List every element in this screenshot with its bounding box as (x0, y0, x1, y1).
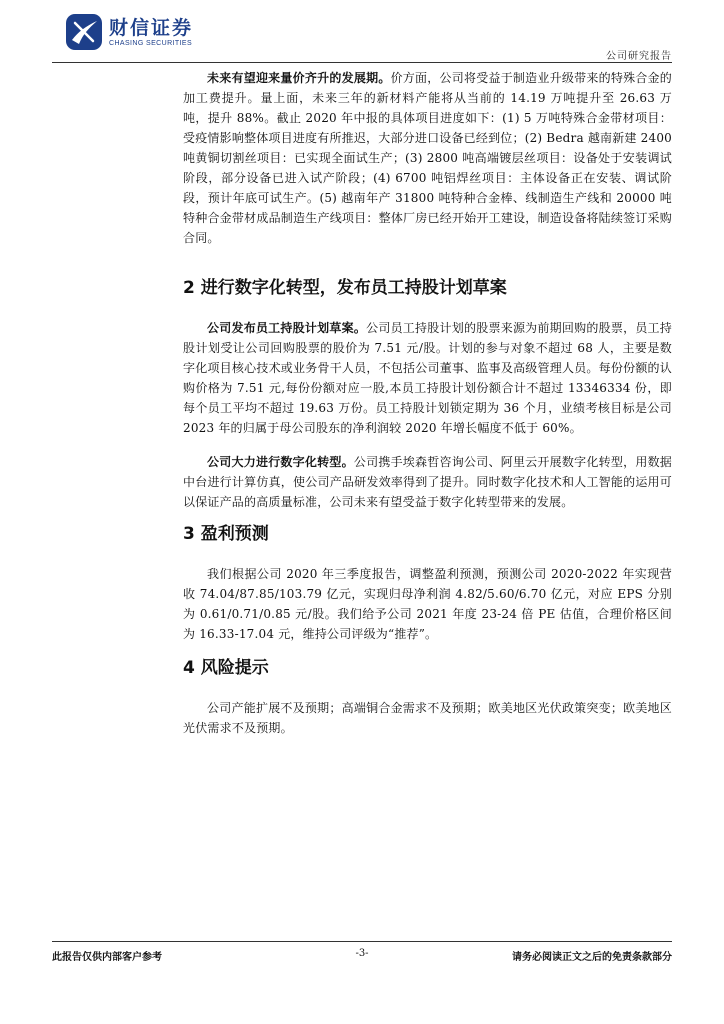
header-divider (52, 62, 672, 63)
section-heading-risk: 4 风险提示 (183, 658, 269, 678)
footer-disclaimer-left: 此报告仅供内部客户参考 (52, 952, 162, 963)
page-number: -3- (355, 948, 369, 959)
footer-divider (52, 941, 672, 942)
paragraph-body: 公司员工持股计划的股票来源为前期回购的股票，员工持股计划受让公司回购股票的股价为 7.51 元/股。计划的参与对象不超过 68 人，主要是数字化项目核心技术或业务骨干人员，不包括公司董事、监事及高级管理人员。每份份额的认购价格为 7.51 元,每份份额对应一股,本员工持股计划份额合计不超过 13346334 份，即每个员工平均不超过 19.63 万份。员工持股计划锁定期为 36 个月，业绩考核目标是公司 2023 年的归属于母公司股东的净利润较 2020 年增长幅度不低于 60%。 (183, 321, 672, 435)
company-logo (66, 14, 193, 50)
chasing-securities-logo-icon (66, 14, 102, 50)
paragraph-body: 价方面，公司将受益于制造业升级带来的特殊合金的加工费提升。量上面，未来三年的新材料产能将从当前的 14.19 万吨提升至 26.63 万吨，提升 88%。截止 2020 年中报的具体项目进度如下：(1) 5 万吨特殊合金带材项目：受疫情影响整体项目进度有所推迟，大部分进口设备已经到位；(2) Bedra 越南新建 2400 吨黄铜切割丝项目：已实现全面试生产；(3) 2800 吨高端镀层丝项目：设备处于安装调试阶段，部分设备已进入试产阶段；(4) 6700 吨铝焊丝项目：主体设备正在安装、调试阶段，预计年底可试生产。(5) 越南年产 31800 吨特种合金棒、线制造生产线和 20000 吨特种合金带材成品制造生产线项目：整体厂房已经开始开工建设，制造设备将陆续签订采购合同。 (183, 71, 672, 245)
paragraph-lead: 公司发布员工持股计划草案。 (207, 321, 367, 335)
footer-disclaimer-right: 请务必阅读正文之后的免责条款部分 (512, 952, 672, 963)
paragraph-earnings-forecast: 我们根据公司 2020 年三季度报告，调整盈利预测，预测公司 2020-2022 年实现营收 74.04/87.85/103.79 亿元，实现归母净利润 4.82/5.60/6.70 亿元，对应 EPS 分别为 0.61/0.71/0.85 元/股。我们给予公司 2021 年度 23-24 倍 PE 估值，合理价格区间为 16.33-17.04 元，维持公司评级为“推荐”。 (183, 567, 672, 641)
page-header (0, 0, 724, 66)
paragraph-digitalization (183, 452, 672, 512)
paragraph-lead: 未来有望迎来量价齐升的发展期。 (207, 71, 391, 85)
report-body (183, 68, 672, 752)
paragraph-body: 公司携手埃森哲咨询公司、阿里云开展数字化转型，用数据中台进行计算仿真，使公司产品研发效率得到了提升。同时数字化技术和人工智能的运用可以保证产品的高质量标准，公司未来有望受益于数字化转型带来的发展。 (183, 455, 673, 509)
section-heading-earnings-forecast: 3 盈利预测 (183, 524, 269, 544)
section-heading-digital-transformation: 2 进行数字化转型，发布员工持股计划草案 (183, 278, 507, 298)
paragraph-lead: 公司大力进行数字化转型。 (207, 455, 354, 469)
logo-chinese-name: 财信证券 (109, 16, 194, 39)
paragraph-risk: 公司产能扩展不及预期；高端铜合金需求不及预期；欧美地区光伏政策突变；欧美地区光伏需求不及预期。 (183, 701, 672, 735)
paragraph-esop-draft (183, 318, 672, 438)
paragraph-development-outlook (183, 68, 672, 248)
report-type-label: 公司研究报告 (606, 51, 672, 62)
logo-english-name: CHASING SECURITIES (109, 39, 193, 47)
